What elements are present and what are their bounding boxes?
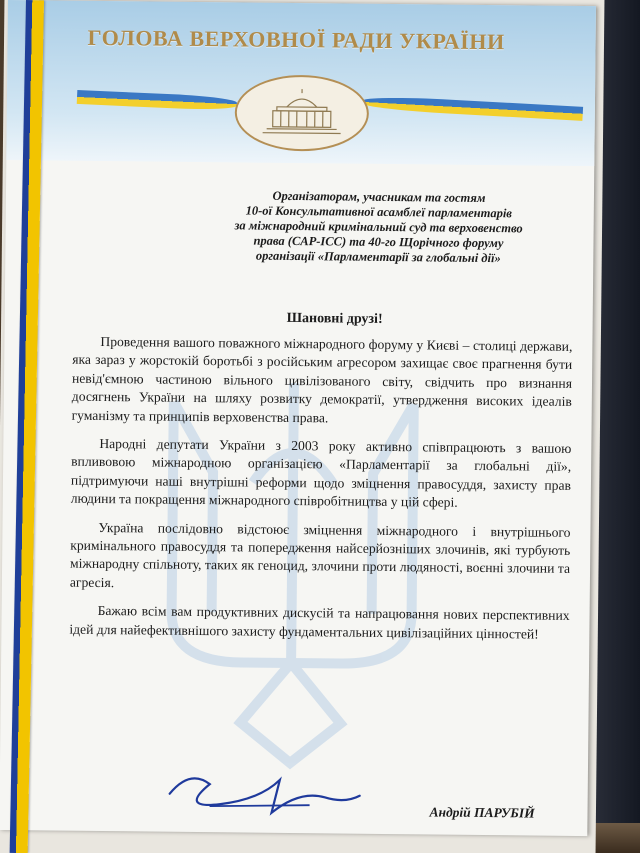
address-line: права (CAP-ICC) та 40-го Щорічного форуму (253, 233, 504, 251)
signer-name: Андрій ПАРУБІЙ (429, 804, 535, 821)
letterhead-title: ГОЛОВА ВЕРХОВНОЇ РАДИ УКРАЇНИ (87, 24, 505, 55)
address-line: Організаторам, учасникам та гостям (272, 188, 486, 206)
letter-body (69, 333, 572, 654)
greeting: Шановні друзі! (286, 310, 383, 327)
address-line: за міжнародний кримінальний суд та верховенство (234, 218, 523, 236)
addressee-block (193, 188, 564, 267)
body-paragraph: Проведення вашого поважного міжнародного форуму у Києві – столиці держави, яка зараз у жорстокій боротьбі з російським агресором захищає своє прагнення бути невід'ємною частиною вільного цивілізованого світу, свідчить про визнання досягнень України на шляху розвитку демократії, утвердження високих ідеалів гуманізму та принципів верховенства права. (71, 333, 573, 426)
body-paragraph: Бажаю всім вам продуктивних дискусій та напрацювання нових перспективних ідей для найефективнішого захисту фундаментальних цивілізаційних цінностей! (69, 603, 570, 642)
address-line: 10-ої Консультативної асамблеї парламентарів (245, 203, 513, 221)
handwritten-signature (149, 764, 370, 826)
body-paragraph: Україна послідовно відстоює зміцнення міжнародного і внутрішнього кримінального правосуддя та попередження найсерйозніших злочинів, які турбують міжнародну спільноту, таких як геноцид, злочини проти людяності, воєнні злочини та агресія. (69, 519, 571, 591)
body-paragraph: Народні депутати України з 2003 року активно співпрацюють з вашою впливовою міжнародною організацією «Парламентарії за глобальні дії», підтримуючи наші внутрішні реформи щодо зміцнення правосуддя, захисту прав людини та покращення міжнародного співробітництва у цій сфері. (70, 436, 572, 510)
parliament-building-icon (234, 74, 369, 151)
address-line: організації «Парламентарії за глобальні дії» (255, 248, 501, 266)
